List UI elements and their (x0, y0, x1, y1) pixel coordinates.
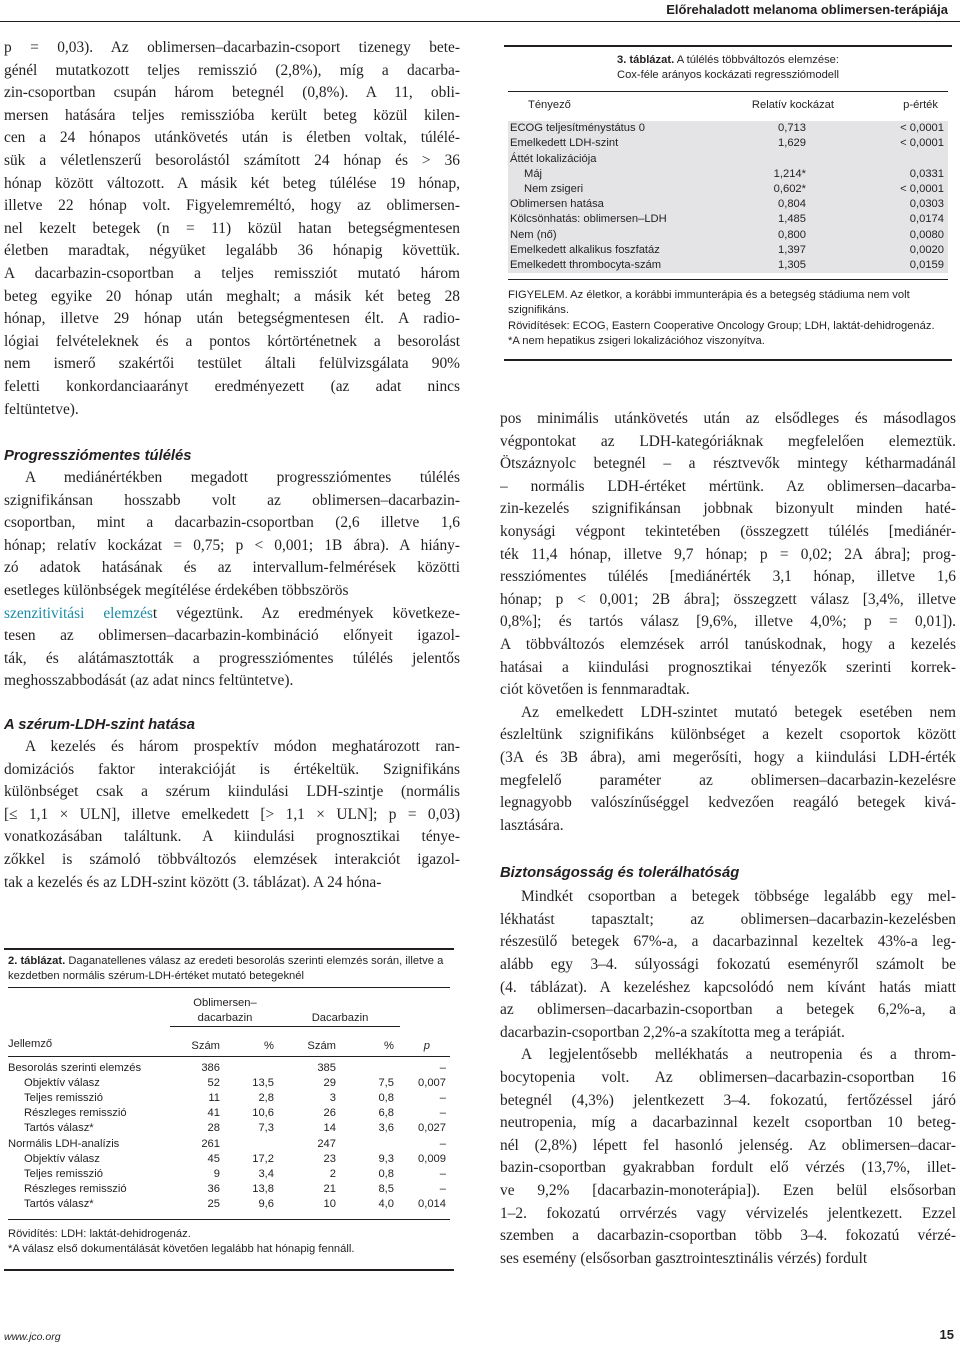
cell-pct-2: 0,8 (378, 1168, 394, 1181)
cell-pct-2: 8,5 (378, 1183, 394, 1196)
table-3-label: 3. táblázat. (616, 54, 675, 66)
text-line: lékhatást tapasztalt; az oblimersen–dacarbazin-kezelésben (500, 910, 956, 928)
table-row (8, 1091, 450, 1106)
cell-count-2: 385 (317, 1061, 336, 1074)
cell-count-2: 29 (323, 1076, 336, 1089)
text-line: domizációs faktor interakcióját is értékeltük. Szignifikáns (4, 760, 460, 778)
cell-factor: Emelkedett thrombocyta-szám (510, 259, 662, 272)
cell-count-2: 26 (323, 1107, 336, 1120)
table-3-grid (508, 98, 948, 273)
text-line: megfelelő paraméter az oblimersen–dacarbazin-kezelésre (500, 771, 956, 789)
running-title: Előrehaladott melanoma oblimersen-terápiája (666, 2, 948, 17)
cell-p: 0,007 (418, 1076, 446, 1089)
text-line: cen a 24 hónapos utánkövetés után is életben voltak, túlélé- (4, 129, 460, 147)
table-row (508, 167, 948, 182)
text-line: konysági végpont tekintetében (összegzett túlélés [mediánér- (500, 522, 956, 540)
text-line: lasztására. (500, 816, 564, 834)
text-line: hónap; relatív kockázat = 0,75; p < 0,001; 1B ábra). A hiány- (4, 536, 460, 554)
col-header-count-1: Szám (191, 1039, 220, 1052)
cell-p: – (439, 1183, 446, 1196)
cell-characteristic: Tartós válasz* (24, 1198, 94, 1211)
table-row (8, 1076, 450, 1091)
text-line: ressziómentes túlélés [mediánérték 3,1 hónap, illetve 1,6 (500, 568, 956, 586)
cell-relative-risk: 0,713 (778, 122, 806, 135)
cell-p-value: 0,0303 (909, 198, 944, 211)
col-header-pct-1: % (264, 1039, 274, 1052)
table-2-group-header-row (8, 996, 450, 1027)
table-3-caption-line-2: Cox-féle arányos kockázati regressziómodell (617, 69, 839, 81)
cell-pct-2: 4,0 (378, 1198, 394, 1211)
text-line: különbséget csak a szérum kiindulási LDH-szintje (normális (4, 783, 460, 801)
cell-relative-risk: 1,397 (778, 243, 806, 256)
cell-relative-risk: 1,629 (778, 137, 806, 150)
table-row (8, 1152, 450, 1167)
col-header-factor: Tényező (528, 99, 571, 111)
text-line: feletti konkordanciaarányt eredményezett (az adat nincs (4, 377, 460, 395)
text-line: 1–2. fokozatú orrvérzés vagy vérvizelés jelentkezett. Ezzel (500, 1204, 956, 1222)
table-3-bottom-rule (508, 279, 948, 280)
cell-p: – (439, 1107, 446, 1120)
cell-relative-risk: 1,214* (773, 167, 806, 180)
cell-count-2: 2 (329, 1168, 336, 1181)
text-line: nem ismerő szakértői testület általi felülvizsgálata 90% (4, 355, 460, 373)
cell-pct-2: 7,5 (378, 1076, 394, 1089)
text-line: ve 9,2% [dacarbazin-monoterápia]). Ezen belül elsősorban (500, 1182, 956, 1199)
cell-factor: Nem (nő) (510, 228, 557, 241)
cell-count-1: 28 (207, 1122, 220, 1135)
cell-count-1: 52 (207, 1076, 220, 1089)
cell-pct-2 (346, 1056, 400, 1076)
cell-characteristic: Objektív válasz (24, 1152, 100, 1165)
text-line: vonatkozásában találtunk. A kiindulási prognosztikai ténye- (4, 828, 460, 846)
text-line: hónap között változott. A másik két beteg túlélése 19 hónap, (4, 174, 460, 192)
text-line: meghosszabbodását (az adat nincs feltüntetve). (4, 672, 294, 690)
table-2-caption (8, 954, 450, 984)
cell-factor: ECOG teljesítménystátus 0 (510, 122, 645, 135)
cell-p: – (439, 1061, 446, 1074)
cell-factor: Emelkedett LDH-szint (510, 137, 619, 150)
text-line: mersen hatására teljes remisszióba került beteg közül kilen- (4, 106, 460, 124)
table-2-label: 2. táblázat. (8, 955, 66, 967)
paragraph-progression-free-survival (4, 467, 460, 693)
cell-pct-1: 17,2 (252, 1152, 274, 1165)
text-line: A mediánértékben megadott progressziómentes túlélés (25, 469, 460, 486)
text-line: életben maradtak, négyüket legalább 36 hónapig követtük. (4, 242, 460, 260)
cell-count-1: 45 (207, 1152, 220, 1165)
cell-p-value: 0,0331 (909, 167, 944, 180)
text-line: tesen az oblimersen–dacarbazin-kombináció előnyeit igazol- (4, 627, 460, 645)
heading-progression-free-survival: Progressziómentes túlélés (4, 448, 192, 464)
cell-pct-1: 9,6 (258, 1198, 274, 1211)
cell-p-value: < 0,0001 (900, 137, 944, 150)
text-line: betegnél (4,3%) jelentkezett 3–4. fokozatú, fertőzéssel járó (500, 1091, 956, 1109)
cell-factor: Emelkedett alkalikus foszfatáz (510, 243, 660, 256)
cell-factor: Kölcsönhatás: oblimersen–LDH (510, 213, 667, 226)
text-line: illetve 22 hónap volt. Figyelemreméltó, hogy az oblimersen- (4, 197, 460, 215)
table-3-note: Rövidítések: ECOG, Eastern Cooperative Oncology Group; LDH, laktát-dehidrogenáz. (508, 319, 935, 332)
cell-pct-1 (226, 1137, 280, 1152)
table-2-column-header-row (8, 1027, 450, 1056)
cell-count-2: 10 (323, 1198, 336, 1211)
cell-p: – (439, 1092, 446, 1105)
cell-count-1: 25 (207, 1198, 220, 1211)
cell-characteristic: Besorolás szerinti elemzés (8, 1061, 142, 1074)
cell-characteristic: Tartós válasz* (24, 1122, 94, 1135)
cell-count-1: 11 (208, 1092, 220, 1105)
text-line: Mindkét csoportban a betegek többsége legalább egy mel- (521, 888, 956, 906)
cell-factor: Nem zsigeri (524, 183, 584, 196)
footer-url[interactable]: www.jco.org (4, 1331, 61, 1343)
right-column (500, 408, 956, 1270)
text-line: végpontokat az LDH-kategóriáknak megfelelően elemeztük. (500, 432, 956, 450)
text-line: ták, és alátámasztották a progressziómentes túlélés jelentős (4, 649, 460, 667)
text-line: A legjelentősebb mellékhatás a neutropenia és a throm- (521, 1046, 956, 1064)
text-line: 0,8%]; és tartós válasz [9,6%, illetve 4,0%; p = 0,01]). (500, 613, 956, 631)
cell-pct-1: 7,3 (258, 1122, 274, 1135)
text-line: hónap; p < 0,001; 2B ábra]; összegzett válasz [3,4%, illetve (500, 590, 956, 608)
text-line: Az emelkedett LDH-szintet mutató betegek esetében nem (521, 703, 956, 721)
table-row (8, 1137, 450, 1152)
col-header-p: p (423, 1039, 430, 1052)
table-3-caption-line-1 (508, 53, 948, 68)
paragraph-lines (4, 625, 460, 693)
cell-relative-risk: 0,800 (778, 228, 806, 241)
table-3-notes (508, 288, 948, 349)
cell-p-value: 0,0174 (909, 213, 944, 226)
cell-p: 0,027 (418, 1122, 446, 1135)
paragraph-ldh-analysis (500, 408, 956, 702)
cell-factor: Máj (524, 167, 543, 180)
table-3-body (508, 121, 948, 273)
col-header-characteristic: Jellemző (8, 1038, 53, 1051)
col-header-count-2: Szám (307, 1039, 336, 1052)
table-3-caption-rule (508, 91, 948, 92)
cell-p: – (439, 1137, 446, 1150)
text-line: pos minimális utánkövetés után az elsődleges és másodlagos (500, 410, 956, 427)
cell-characteristic: Normális LDH-analízis (8, 1137, 120, 1150)
table-row (508, 152, 948, 167)
table-row (508, 182, 948, 197)
cell-p: 0,014 (418, 1198, 446, 1211)
paragraph-safety (500, 886, 956, 1044)
text-line: ték 11,4 hónap, illetve 9,7 hónap; p = 0,02; 2A ábra]; prog- (500, 545, 956, 563)
heading-safety-tolerability: Biztonságosság és tolerálhatóság (500, 865, 740, 882)
group-header-line: Oblimersen– (193, 997, 257, 1009)
table-3-caption (508, 53, 948, 83)
table-2-note: Rövidítés: LDH: laktát-dehidrogenáz. (8, 1227, 191, 1240)
cell-characteristic: Teljes remisszió (24, 1092, 103, 1105)
table-row (8, 1182, 450, 1197)
cell-p: 0,009 (418, 1152, 446, 1165)
text-line: zó adatok hatásának és az intervallum-felmérések közötti (4, 559, 460, 577)
table-3-note: *A nem hepatikus zsigeri lokalizációhoz viszonyítva. (508, 334, 765, 347)
cell-p-value: 0,0159 (909, 259, 944, 272)
cell-p-value: 0,0020 (909, 243, 944, 256)
cell-pct-2: 3,6 (378, 1122, 394, 1135)
text-line: p = 0,03). Az oblimersen–dacarbazin-csoport tizenegy bete- (4, 39, 460, 56)
text-line: hatásai a kiindulási prognosztikai tényezők szerinti korrek- (500, 658, 956, 676)
paragraph-lines (4, 736, 460, 894)
table-row (508, 228, 948, 243)
cell-factor: Oblimersen hatása (510, 198, 604, 211)
text-line: sük a véletlenszerű besorolástól számított 24 hónap és > 36 (4, 151, 460, 169)
text-line: csoportban, mint a dacarbazin-csoportban (2,6 illetve 1,6 (4, 514, 460, 532)
cell-count-2: 14 (323, 1122, 336, 1135)
cell-pct-1: 3,4 (258, 1168, 274, 1181)
paragraph-lines (500, 408, 956, 702)
text-line: génél mutatkozott teljes remisszió (2,8%), míg a dacarba- (4, 61, 460, 79)
table-3 (504, 45, 952, 361)
text-line: [≤ 1,1 × ULN], illetve emelkedett [> 1,1 × ULN]; p = 0,03) (4, 805, 460, 823)
text-line: alább egy 3–4. súlyossági fokozatú eseményről számolt be (500, 956, 956, 974)
cell-pct-1: 2,8 (258, 1092, 274, 1105)
text-line: A dacarbazin-csoportban a teljes remissziót mutató három (4, 264, 460, 282)
text-line: tak a kezelés és az LDH-szint között (3. táblázat). A 24 hóna- (4, 873, 382, 891)
text-line: dacarbazin-csoportban 2,2%-a szakította meg a terápiát. (500, 1023, 845, 1041)
left-column (4, 37, 460, 894)
text-line: ses esemény (elsősorban gasztrointesztinális vérzés) fordult (500, 1249, 868, 1267)
cell-relative-risk: 1,485 (778, 213, 806, 226)
text-line: szignifikánsan hosszabb volt az oblimersen–dacarbazin- (4, 491, 460, 509)
keyword-link-sensitivity-analysis[interactable]: szenzitivitási elemzés (4, 604, 153, 622)
text-line: legnagyobb valószínűséggel kedvezően reagáló betegek kivá- (500, 794, 956, 812)
cell-p-value: < 0,0001 (900, 122, 944, 135)
table-2-notes (8, 1227, 450, 1257)
text-line: feltüntetve). (4, 400, 79, 418)
table-2-group-oblimersen (170, 996, 280, 1027)
paragraph-lines (4, 467, 460, 603)
paragraph-line-keyword (4, 603, 460, 626)
cell-relative-risk: 0,602* (773, 183, 806, 196)
table-2 (4, 948, 454, 1271)
cell-pct-1: 13,8 (252, 1183, 274, 1196)
cell-count-1: 261 (201, 1137, 220, 1150)
cell-pct-2: 6,8 (378, 1107, 394, 1120)
table-2-bottom-rule (8, 1219, 450, 1220)
cell-count-1: 36 (207, 1183, 220, 1196)
cell-p-value: < 0,0001 (900, 183, 944, 196)
text-line: A többváltozós elemzések arról tanúskodnak, hogy a kezelés (500, 635, 956, 653)
cell-p-value (840, 152, 948, 167)
table-2-body (8, 1056, 450, 1213)
table-row (8, 1167, 450, 1182)
table-3-caption-text: A túlélés többváltozós elemzése: (676, 54, 839, 66)
cell-characteristic: Objektív válasz (24, 1076, 100, 1089)
text-line: zin-kezelés szignifikánsan jobbnak bizonyult minden haté- (500, 500, 956, 518)
text-line: lógiai felvételeknek és a pontos kórtörténetnek a besorolást (4, 332, 460, 350)
paragraph-lines (500, 1044, 956, 1270)
cell-count-1: 41 (207, 1107, 220, 1120)
cell-relative-risk: 0,804 (778, 198, 806, 211)
cell-pct-2: 0,8 (378, 1092, 394, 1105)
text-line: hónap, illetve 29 hónap után betegségmentesen élt. A radio- (4, 310, 460, 328)
running-header (0, 0, 960, 22)
cell-relative-risk (720, 152, 840, 167)
paragraph-lines (500, 886, 956, 1044)
text-line: esetleges különbségek megítélése érdekében többszörös (4, 581, 349, 599)
text-line: (3A és 3B ábra), ami megerősíti, hogy a kiindulási LDH-érték (500, 748, 956, 766)
paragraph-complete-remission (4, 37, 460, 422)
cell-count-1: 386 (201, 1061, 220, 1074)
table-row (508, 136, 948, 151)
text-line: beteg egyike 20 hónap után meghalt; a másik két beteg 28 (4, 287, 460, 305)
paragraph-serum-ldh (4, 736, 460, 894)
paragraph-lines (500, 702, 956, 838)
cell-pct-1 (226, 1056, 280, 1076)
table-row (8, 1121, 450, 1136)
text-line: részesülő betegek 67%-a, a dacarbazinnal kezeltek 43%-a leg- (500, 933, 956, 951)
text-line: neutropenia, míg a dacarbazinnal kezelt csoportban 10 beteg- (500, 1114, 956, 1132)
text-line: nel kezelt betegek (n = 11) közül hatan betegségmentesen (4, 219, 460, 237)
cell-relative-risk: 1,305 (778, 259, 806, 272)
col-header-relative-risk: Relatív kockázat (751, 99, 834, 111)
text-line: nél (2,8%) lépett fel hasonló jelenség. Az oblimersen–dacar- (500, 1136, 956, 1154)
cell-pct-2 (346, 1137, 400, 1152)
paragraph-lines (4, 37, 460, 421)
text-line: – normális LDH-értéket mértünk. Az oblimersen–dacarba- (500, 477, 956, 495)
text-line: észleltünk szignifikáns különbséget a kezelt csoportok között (500, 726, 956, 744)
cell-pct-1: 10,6 (252, 1107, 274, 1120)
table-3-note: FIGYELEM. Az életkor, a korábbi immunterápia és a betegség stádiuma nem volt szignifikáns. (508, 289, 910, 317)
text-line: Ötszáznyolc betegnél – a résztvevők mintegy kétharmadánál (500, 455, 956, 473)
text-line: szemben a dacarbazin-csoportban több 3–4. fokozatú vérzé- (500, 1227, 956, 1245)
col-header-p-value: p-érték (903, 99, 938, 111)
text-line: A kezelés és három prospektív módon meghatározott ran- (25, 737, 460, 755)
text-line: ciót követően is fennmaradtak. (500, 681, 690, 699)
text-line: az oblimersen–dacarbazin-csoportban a betegek 6,2%-a, a (500, 1001, 956, 1019)
table-3-column-header-row (508, 98, 948, 121)
table-row (8, 1197, 450, 1212)
table-row (508, 243, 948, 258)
table-2-group-dacarbazin (280, 996, 400, 1027)
page-number: 15 (939, 1327, 954, 1342)
table-2-caption-text: Daganatellenes válasz az eredeti besorolás szerinti elemzés során, illetve a kezdetben normális szérum-LDH-értéket mutató betegeknél (8, 955, 444, 982)
cell-count-2: 247 (317, 1137, 336, 1150)
group-header-line: Dacarbazin (280, 1011, 400, 1027)
cell-count-2: 3 (329, 1092, 336, 1105)
text-line: bocytopenia volt. Az oblimersen–dacarbazin-csoportban 16 (500, 1069, 956, 1087)
text-line: zőkkel is számoló többváltozós elemzések interakciót igazol- (4, 850, 460, 868)
cell-count-1: 9 (213, 1168, 220, 1181)
table-row (508, 212, 948, 227)
table-2-caption-rule (8, 987, 450, 988)
cell-p-value: 0,0080 (909, 228, 944, 241)
cell-pct-1: 13,5 (252, 1076, 274, 1089)
cell-characteristic: Részleges remisszió (24, 1107, 127, 1120)
table-2-note: *A válasz első dokumentálását követően legalább hat hónapig fennáll. (8, 1242, 355, 1255)
text-line: zin-csoportban csupán három betegnél (0,8%). A 11, obli- (4, 84, 460, 102)
paragraph-adverse-events (500, 1044, 956, 1270)
table-2-grid (8, 996, 450, 1213)
group-header-line: dacarbazin (170, 1011, 280, 1027)
table-row (8, 1106, 450, 1121)
cell-factor: Áttét lokalizációja (510, 152, 597, 165)
table-row (508, 258, 948, 273)
text-line: (4. táblázat). A kezeléshez kapcsolódó nem kívánt hatás miatt (500, 978, 956, 996)
cell-p: – (439, 1168, 446, 1181)
cell-pct-2: 9,3 (378, 1152, 394, 1165)
text-line: bazin-csoportban gyakrabban fordult elő vérzés (13,7%, illet- (500, 1159, 956, 1177)
cell-count-2: 21 (323, 1183, 336, 1196)
keyword-line-rest: t végeztünk. Az eredmények következe- (152, 604, 460, 622)
table-row (8, 1056, 450, 1076)
col-header-pct-2: % (384, 1039, 394, 1052)
cell-characteristic: Részleges remisszió (24, 1183, 127, 1196)
cell-characteristic: Teljes remisszió (24, 1168, 103, 1181)
table-row (508, 197, 948, 212)
paragraph-elevated-ldh (500, 702, 956, 838)
cell-count-2: 23 (323, 1152, 336, 1165)
heading-serum-ldh: A szérum-LDH-szint hatása (4, 716, 196, 733)
table-row (508, 121, 948, 136)
